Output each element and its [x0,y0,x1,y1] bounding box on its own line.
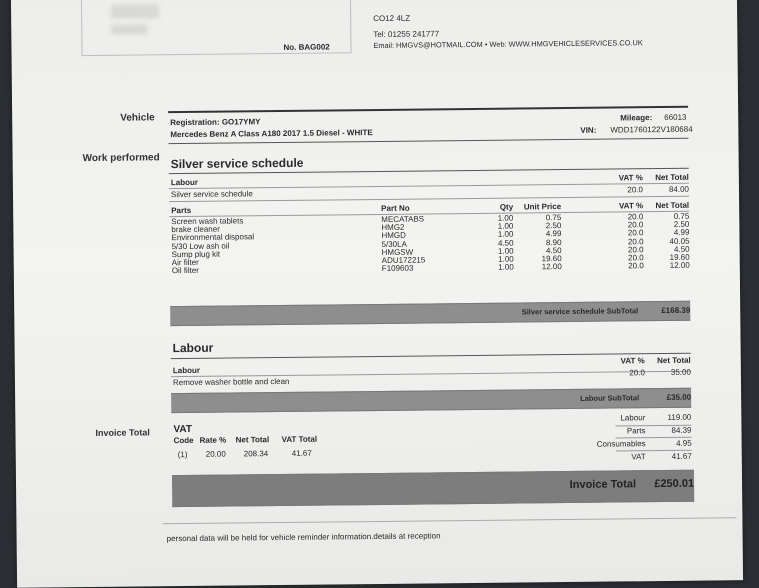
labour-subtotal-label: Labour SubTotal [515,393,639,403]
parts-net-column [649,213,690,271]
part-number: HMGSW [382,248,472,257]
vat-net: 208.34 [244,449,269,458]
part-vat: 20.0 [609,238,643,247]
part-unit-price: 19.60 [520,255,562,264]
redacted-name [111,4,159,19]
vehicle-description: Mercedes Benz A Class A180 2017 1.5 Diesel - WHITE [170,128,372,139]
part-number: HMG2 [381,223,471,232]
part-vat: 20.0 [610,254,644,263]
unit-price-header: Unit Price [519,202,561,211]
labour-subtotal-value: £35.00 [651,393,691,402]
vehicle-section-label: Vehicle [120,112,155,123]
part-name: Screen wash tablets [171,216,371,226]
parts-name-column [171,216,372,275]
part-name: Air filter [172,257,372,267]
part-number: HMGD [381,231,471,240]
labour2-vat-header: VAT % [611,356,645,365]
part-number: F109603 [382,264,472,273]
service-title: Silver service schedule [171,156,304,171]
parts-vat-column [609,213,644,271]
part-qty: 1.00 [483,215,513,224]
part-name: 5/30 Low ash oil [172,241,372,251]
partno-header: Part No [381,204,410,213]
part-name: brake cleaner [171,224,371,234]
summary-parts-label: Parts [585,426,645,436]
part-unit-price: 4.99 [519,230,561,239]
invoice-section-label: Invoice Total [95,427,149,438]
labour-desc: Silver service schedule [171,189,253,199]
part-unit-price: 0.75 [519,214,561,223]
labour-vat-header: VAT % [609,173,643,182]
company-tel: Tel: 01255 241777 [373,29,439,39]
part-net: 0.75 [649,213,689,222]
invoice-page [11,0,743,588]
part-name: Sump plug kit [172,249,372,259]
work-section-label: Work performed [83,152,160,164]
part-number: 5/30LA [381,240,471,249]
part-qty: 1.00 [484,247,514,256]
summary-parts-value: 84.39 [651,426,691,435]
part-qty: 4.50 [483,239,513,248]
invoice-total-value: £250.01 [644,478,694,491]
part-unit-price: 4.50 [520,247,562,256]
part-vat: 20.0 [610,246,644,255]
labour2-net: 35.00 [651,368,691,377]
service-subtotal-value: £168.39 [650,306,690,315]
vat-title: VAT [173,424,192,435]
part-unit-price: 2.50 [519,222,561,231]
part-vat: 20.0 [610,262,644,271]
mileage-value: 66013 [664,113,686,122]
part-net: 40.05 [649,237,689,246]
vat-rate-header: Rate % [200,436,227,445]
summary-consumables-value: 4.95 [652,439,692,448]
qty-header: Qty [483,203,513,212]
labour2-desc: Remove washer bottle and clean [173,377,290,387]
vat-code: (1) [178,450,188,459]
part-vat: 20.0 [609,230,643,239]
labour-net: 84.00 [649,185,689,194]
vehicle-registration: Registration: GO17YMY [170,117,260,127]
redacted-address [111,24,147,34]
company-postcode: CO12 4LZ [373,14,410,23]
summary-labour-value: 119.00 [651,413,691,422]
part-name: Oil filter [172,265,372,275]
invoice-total-label: Invoice Total [516,478,636,491]
part-name: Environmental disposal [171,232,371,242]
vin-label: VIN: [580,126,596,135]
vat-code-header: Code [174,436,194,445]
vehicle-bottom-rule [168,138,688,144]
part-net: 12.00 [650,262,690,271]
labour-vat: 20.0 [609,185,643,194]
part-net: 19.60 [650,254,690,263]
part-unit-price: 8.90 [519,239,561,248]
part-qty: 1.00 [484,256,514,265]
vehicle-top-rule [168,106,688,113]
parts-qty-column [483,215,514,273]
labour-section-title: Labour [173,341,214,355]
company-email-web: Email: HMGVS@HOTMAIL.COM • Web: WWW.HMGVEHICLESERVICES.CO.UK [373,38,642,50]
vin-value: WDD1760122V180684 [610,125,692,135]
footer-rule [162,517,736,524]
parts-unit-column [519,214,562,272]
labour2-header: Labour [173,366,200,375]
labour2-net-header: Net Total [651,356,691,365]
invoice-number: No. BAG002 [283,42,329,51]
part-number: ADU172215 [382,256,472,265]
part-qty: 1.00 [484,264,514,273]
part-net: 2.50 [649,221,689,230]
vat-net-header: Net Total [236,435,270,444]
service-subtotal-label: Silver service schedule SubTotal [454,306,638,317]
part-unit-price: 12.00 [520,263,562,272]
footer-note: personal data will be held for vehicle reminder information.details at reception [167,531,441,543]
part-number: MECATABS [381,215,471,224]
labour-header: Labour [171,178,198,187]
labour2-vat: 20.0 [611,368,645,377]
vat-total: 41.67 [292,449,312,458]
summary-vat-value: 41.67 [652,452,692,461]
mileage-label: Mileage: [620,113,652,122]
part-net: 4.99 [649,229,689,238]
summary-vat-label: VAT [586,452,646,462]
parts-vat-header: VAT % [609,201,643,210]
part-net: 4.50 [650,245,690,254]
parts-number-column [381,215,472,273]
summary-labour-label: Labour [585,413,645,423]
summary-consumables-label: Consumables [576,439,646,449]
parts-header: Parts [171,206,191,215]
vat-rate: 20.00 [206,450,226,459]
part-qty: 1.00 [483,223,513,232]
part-qty: 1.00 [483,231,513,240]
parts-net-header: Net Total [649,201,689,210]
part-vat: 20.0 [609,213,643,222]
vat-total-header: VAT Total [282,435,318,444]
labour-net-header: Net Total [649,173,689,182]
part-vat: 20.0 [609,221,643,230]
